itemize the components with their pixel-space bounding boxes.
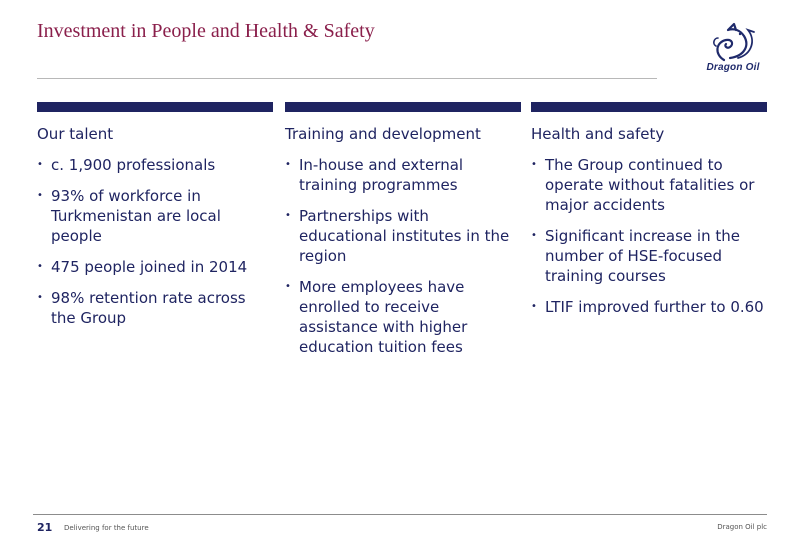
bullet-icon: • [531, 301, 537, 312]
list-item-text: 98% retention rate across the Group [51, 289, 246, 327]
bullet-icon: • [285, 210, 291, 221]
bullet-icon: • [37, 190, 43, 201]
columns-area [37, 102, 767, 402]
footer-divider [33, 514, 767, 515]
footer-tagline: Delivering for the future [64, 524, 149, 532]
column-header-bar [37, 102, 273, 112]
list-item-text: 93% of workforce in Turkmenistan are local people [51, 187, 221, 245]
bullet-list [531, 155, 767, 317]
bullet-icon: • [37, 292, 43, 303]
list-item-text: 475 people joined in 2014 [51, 258, 248, 276]
list-item-text: LTIF improved further to 0.60 [545, 298, 764, 316]
dragon-oil-logo [694, 20, 772, 78]
bullet-list [37, 155, 273, 328]
list-item-text: More employees have enrolled to receive assistance with higher education tuition fees [299, 278, 468, 356]
column-training-development [285, 102, 521, 368]
list-item [37, 186, 273, 246]
column-health-safety [531, 102, 767, 328]
column-header-bar [285, 102, 521, 112]
logo-wordmark: Dragon Oil [706, 62, 760, 73]
list-item-text: c. 1,900 professionals [51, 156, 216, 174]
bullet-icon: • [285, 159, 291, 170]
page-title: Investment in People and Health & Safety [37, 20, 375, 42]
list-item [531, 297, 767, 317]
title-divider [37, 78, 657, 79]
list-item [531, 226, 767, 286]
bullet-list [285, 155, 521, 357]
column-heading: Health and safety [531, 125, 665, 143]
bullet-icon: • [37, 261, 43, 272]
list-item-text: Partnerships with educational institutes in the region [299, 207, 510, 265]
list-item [285, 277, 521, 357]
list-item-text: In-house and external training programmes [299, 156, 464, 194]
page-number: 21 [37, 521, 53, 534]
column-heading: Training and development [285, 125, 481, 143]
bullet-icon: • [285, 281, 291, 292]
list-item [285, 206, 521, 266]
list-item [531, 155, 767, 215]
bullet-icon: • [531, 159, 537, 170]
list-item [37, 257, 273, 277]
bullet-icon: • [37, 159, 43, 170]
list-item [37, 288, 273, 328]
column-header-bar [531, 102, 767, 112]
list-item [285, 155, 521, 195]
bullet-icon: • [531, 230, 537, 241]
column-heading: Our talent [37, 125, 114, 143]
footer-company: Dragon Oil plc [717, 523, 767, 531]
list-item-text: The Group continued to operate without fatalities or major accidents [545, 156, 755, 214]
list-item-text: Significant increase in the number of HSE-focused training courses [545, 227, 740, 285]
column-our-talent [37, 102, 273, 339]
list-item [37, 155, 273, 175]
dragon-icon [694, 20, 772, 64]
